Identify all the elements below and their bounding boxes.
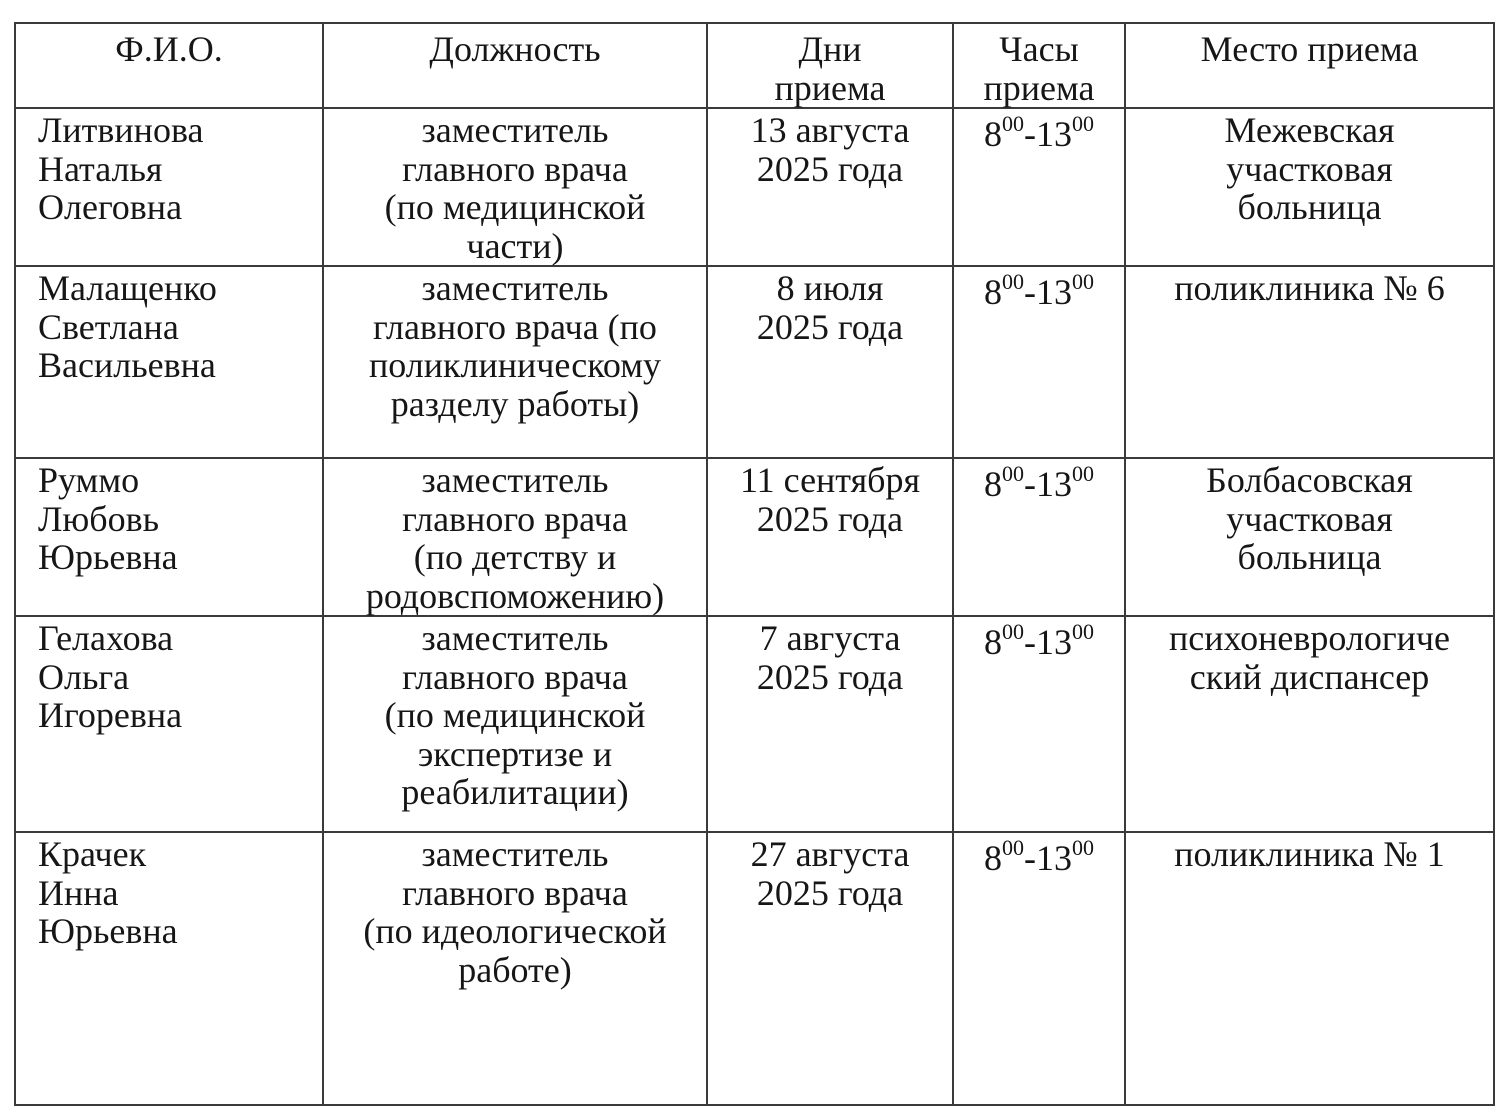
cell-position: заместитель главного врача (по медицинской части): [323, 108, 707, 266]
table-row: [15, 108, 1494, 266]
cell-hours: $8^{00}-13^{00}$: [953, 616, 1125, 832]
cell-place: поликлиника № 6: [1125, 266, 1494, 458]
cell-place: психоневрологиче ский диспансер: [1125, 616, 1494, 832]
table-header-row: [15, 23, 1494, 108]
cell-place: Болбасовская участковая больница: [1125, 458, 1494, 616]
header-position: Должность: [323, 23, 707, 108]
reception-schedule-table: [14, 22, 1495, 1106]
cell-position: заместитель главного врача (по идеологической работе): [323, 832, 707, 1105]
cell-position: заместитель главного врача (по поликлиническому разделу работы): [323, 266, 707, 458]
header-days: Дни приема: [707, 23, 953, 108]
cell-hours: $8^{00}-13^{00}$: [953, 266, 1125, 458]
cell-name: Литвинова Наталья Олеговна: [15, 108, 323, 266]
cell-name: Руммо Любовь Юрьевна: [15, 458, 323, 616]
cell-name: Крачек Инна Юрьевна: [15, 832, 323, 1105]
table-row: [15, 616, 1494, 832]
header-name: Ф.И.О.: [15, 23, 323, 108]
cell-name: Малащенко Светлана Васильевна: [15, 266, 323, 458]
cell-days: 11 сентября 2025 года: [707, 458, 953, 616]
cell-name: Гелахова Ольга Игоревна: [15, 616, 323, 832]
cell-place: Межевская участковая больница: [1125, 108, 1494, 266]
cell-days: 13 августа 2025 года: [707, 108, 953, 266]
table-row: [15, 832, 1494, 1105]
header-place: Место приема: [1125, 23, 1494, 108]
table-row: [15, 458, 1494, 616]
cell-hours: $8^{00}-13^{00}$: [953, 458, 1125, 616]
cell-place: поликлиника № 1: [1125, 832, 1494, 1105]
table-row: [15, 266, 1494, 458]
header-hours: Часы приема: [953, 23, 1125, 108]
cell-hours: $8^{00}-13^{00}$: [953, 108, 1125, 266]
cell-days: 7 августа 2025 года: [707, 616, 953, 832]
cell-hours: $8^{00}-13^{00}$: [953, 832, 1125, 1105]
cell-position: заместитель главного врача (по медицинской экспертизе и реабилитации): [323, 616, 707, 832]
cell-days: 27 августа 2025 года: [707, 832, 953, 1105]
cell-position: заместитель главного врача (по детству и родовспоможению): [323, 458, 707, 616]
cell-days: 8 июля 2025 года: [707, 266, 953, 458]
